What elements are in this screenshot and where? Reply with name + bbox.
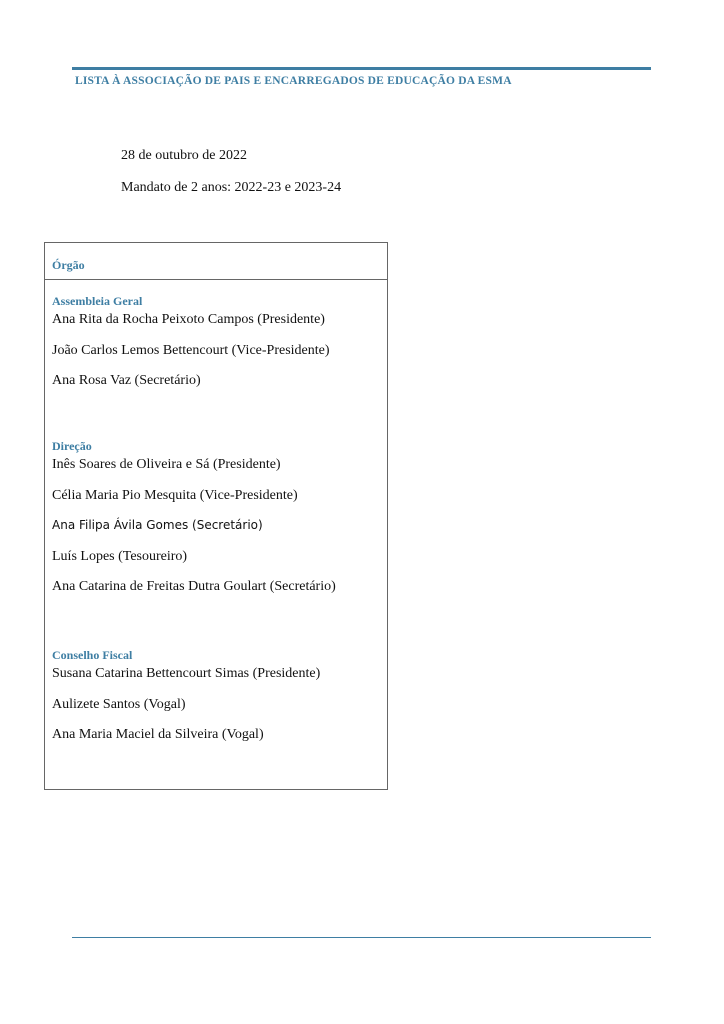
member-item: Susana Catarina Bettencourt Simas (Presidente) (52, 666, 321, 681)
table-header: Órgão (45, 243, 387, 280)
member-item: Inês Soares de Oliveira e Sá (Presidente) (52, 457, 281, 472)
member-item: Ana Rosa Vaz (Secretário) (52, 373, 201, 388)
section-conselho-fiscal (52, 648, 383, 758)
organs-table (44, 242, 388, 790)
member-item: Ana Catarina de Freitas Dutra Goulart (Secretário) (52, 579, 336, 594)
section-title: Direção (52, 439, 92, 453)
member-item: Ana Maria Maciel da Silveira (Vogal) (52, 727, 264, 742)
member-item: Célia Maria Pio Mesquita (Vice-Presidente) (52, 487, 298, 503)
footer-rule (72, 937, 651, 938)
member-item: Aulizete Santos (Vogal) (52, 696, 186, 712)
header-rule (72, 67, 651, 70)
section-title: Assembleia Geral (52, 294, 143, 308)
document-title: LISTA À ASSOCIAÇÃO DE PAIS E ENCARREGADOS DE EDUCAÇÃO DA ESMA (75, 75, 512, 87)
mandate-term: Mandato de 2 anos: 2022-23 e 2023-24 (121, 180, 342, 195)
member-item: Ana Filipa Ávila Gomes (Secretário) (52, 518, 263, 532)
section-direcao (52, 439, 383, 610)
member-item: Ana Rita da Rocha Peixoto Campos (Presidente) (52, 312, 325, 327)
member-item: Luís Lopes (Tesoureiro) (52, 548, 188, 564)
document-date: 28 de outubro de 2022 (121, 148, 247, 163)
member-item: João Carlos Lemos Bettencourt (Vice-Presidente) (52, 342, 330, 358)
section-assembleia-geral (52, 294, 383, 404)
section-title: Conselho Fiscal (52, 648, 133, 662)
